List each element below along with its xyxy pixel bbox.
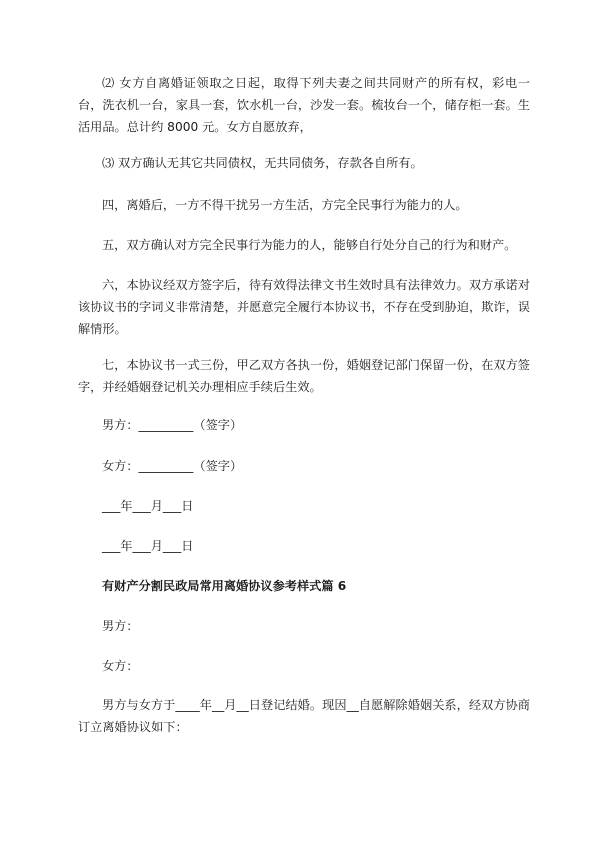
signature-female: 女方：_________（签字）	[102, 459, 243, 473]
party-female: 女方：	[102, 659, 139, 673]
paragraph-clause-5: 五，双方确认对方完全民事行为能力的人，能够自行处分自己的行为和财产。	[102, 238, 517, 252]
paragraph-clause-6: 六，本协议经双方签字后，待有效得法律文书生效时具有法律效力。双方承诺对该协议书的字词义非常清楚，并愿意完全履行本协议书，不存在受到胁迫，欺诈，误解情形。	[78, 278, 530, 336]
party-male: 男方：	[102, 619, 139, 633]
paragraph-clause-7: 七，本协议书一式三份，甲乙双方各执一份，婚姻登记部门保留一份，在双方签字，并经婚姻登记机关办理相应手续后生效。	[78, 358, 530, 394]
section-heading: 有财产分割民政局常用离婚协议参考样式篇 6	[102, 579, 347, 593]
paragraph-marriage-registration: 男方与女方于____年__月__日登记结婚。现因__自愿解除婚姻关系，经双方协商订立离婚协议如下：	[78, 698, 530, 734]
paragraph-debts: ⑶ 双方确认无其它共同债权，无共同债务，存款各自所有。	[102, 156, 423, 170]
signature-male: 男方：_________（签字）	[102, 418, 243, 432]
paragraph-property-female: ⑵ 女方自离婚证领取之日起，取得下列夫妻之间共同财产的所有权，彩电一台，洗衣机一台，家具一套，饮水机一台，沙发一套。梳妆台一个，储存柜一套。生活用品。总计约 8000 元。女方自愿放弃，	[78, 76, 530, 134]
date-line-2: ___年___月___日	[102, 539, 194, 553]
paragraph-clause-4: 四，离婚后，一方不得干扰另一方生活，方完全民事行为能力的人。	[102, 198, 468, 212]
date-line-1: ___年___月___日	[102, 499, 194, 513]
